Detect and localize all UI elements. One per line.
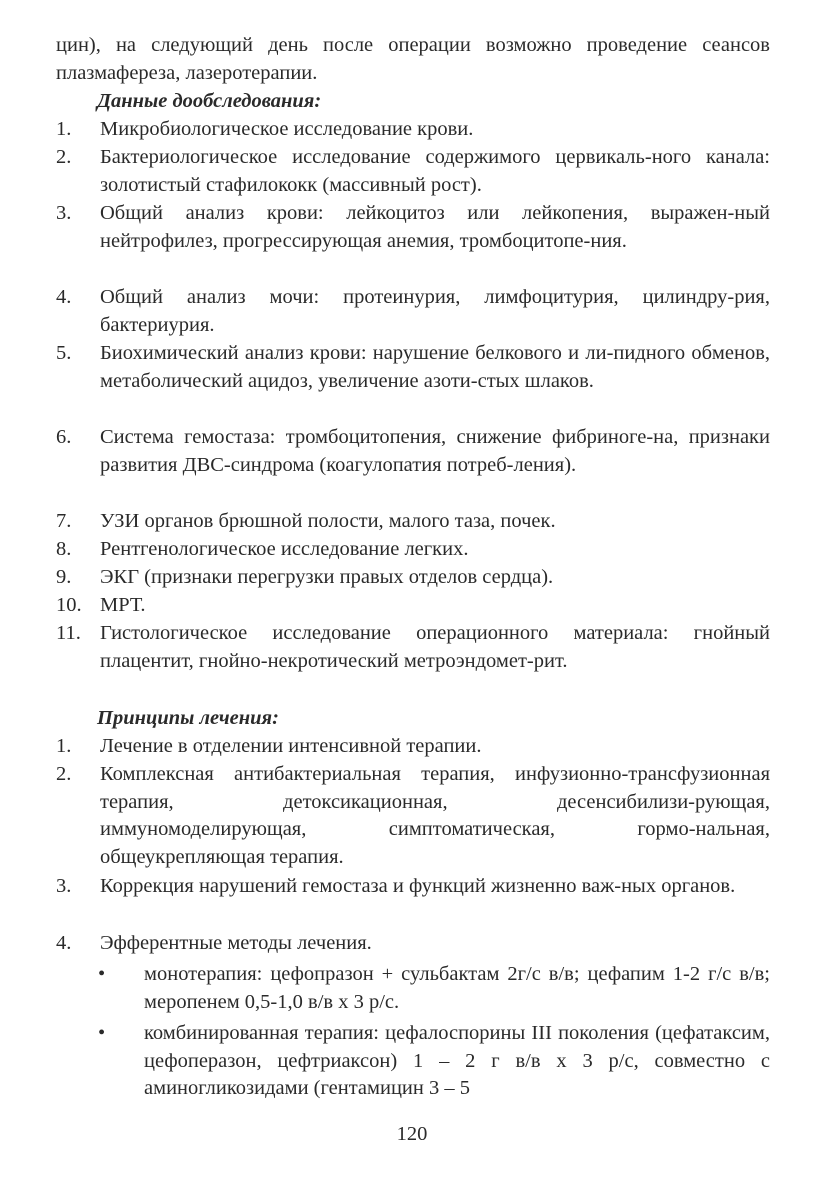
list-item bbox=[56, 424, 770, 479]
list-item-text: Комплексная антибактериальная терапия, инфузионно-трансфузионная терапия, детоксикационная, десенсибилизи-рующая, иммуномоделирующая, симптоматическая, гормо-нальная, общеукрепляющая терапия. bbox=[100, 763, 770, 868]
list-item-number: 5. bbox=[56, 342, 72, 364]
list-item-number: 3. bbox=[56, 875, 72, 897]
list-item bbox=[56, 733, 770, 761]
list-item-number: 8. bbox=[56, 538, 72, 560]
list-item-number: 1. bbox=[56, 118, 72, 140]
list-item-text: Общий анализ мочи: протеинурия, лимфоцитурия, цилиндру-рия, бактериурия. bbox=[100, 286, 770, 336]
bullet-item bbox=[98, 1020, 770, 1103]
list-item-number: 2. bbox=[56, 763, 72, 785]
section-heading-treatment-principles: Принципы лечения: bbox=[97, 707, 279, 729]
list-item-text: МРТ. bbox=[100, 594, 146, 616]
list-item bbox=[56, 116, 770, 144]
list-item bbox=[56, 620, 770, 675]
list-item bbox=[56, 284, 770, 339]
list-item-text: Общий анализ крови: лейкоцитоз или лейкопения, выражен-ный нейтрофилез, прогрессирующая анемия, тромбоцитопе-ния. bbox=[100, 202, 770, 252]
list-item-number: 11. bbox=[56, 622, 81, 644]
list-item bbox=[56, 536, 770, 564]
list-item-text: ЭКГ (признаки перегрузки правых отделов сердца). bbox=[100, 566, 554, 588]
list-item-number: 2. bbox=[56, 146, 72, 168]
list-item-number: 7. bbox=[56, 510, 72, 532]
list-item bbox=[56, 508, 770, 536]
list-item-number: 9. bbox=[56, 566, 72, 588]
list-item-number: 6. bbox=[56, 426, 72, 448]
list-item bbox=[56, 592, 770, 620]
list-item-number: 1. bbox=[56, 735, 72, 757]
list-item-text: УЗИ органов брюшной полости, малого таза, почек. bbox=[100, 510, 556, 532]
list-item-number: 3. bbox=[56, 202, 72, 224]
list-item bbox=[56, 873, 770, 901]
list-item-text: Эфферентные методы лечения. bbox=[100, 932, 372, 954]
list-item-text: Рентгенологическое исследование легких. bbox=[100, 538, 469, 560]
bullet-item bbox=[98, 961, 770, 1016]
bullet-text: комбинированная терапия: цефалоспорины III поколения (цефатаксим, цефоперазон, цефтриаксон) 1 – 2 г в/в х 3 р/с, совместно с аминогликозидами (гентамицин 3 – 5 bbox=[144, 1022, 770, 1100]
list-item bbox=[56, 340, 770, 395]
list-item-number: 4. bbox=[56, 286, 72, 308]
list-item-text: Система гемостаза: тромбоцитопения, снижение фибриноге-на, признаки развития ДВС-синдрома (коагулопатия потреб-ления). bbox=[100, 426, 770, 476]
list-item bbox=[56, 144, 770, 199]
list-item-text: Биохимический анализ крови: нарушение белкового и ли-пидного обменов, метаболический ацидоз, увеличение азоти-стых шлаков. bbox=[100, 342, 770, 392]
bullet-icon: • bbox=[98, 1022, 106, 1044]
list-item bbox=[56, 930, 770, 958]
list-item-text: Микробиологическое исследование крови. bbox=[100, 118, 474, 140]
section-heading-additional-exams: Данные дообследования: bbox=[97, 90, 322, 112]
list-item-text: Лечение в отделении интенсивной терапии. bbox=[100, 735, 482, 757]
list-item bbox=[56, 761, 770, 871]
list-item-text: Коррекция нарушений гемостаза и функций жизненно важ-ных органов. bbox=[100, 875, 736, 897]
list-item-number: 10. bbox=[56, 594, 82, 616]
list-item bbox=[56, 200, 770, 255]
page-number: 120 bbox=[396, 1123, 428, 1145]
bullet-text: монотерапия: цефопразон + сульбактам 2г/с в/в; цефапим 1-2 г/с в/в; меропенем 0,5-1,0 в/в х 3 р/с. bbox=[144, 963, 770, 1013]
list-item-number: 4. bbox=[56, 932, 72, 954]
list-item-text: Бактериологическое исследование содержимого цервикаль-ного канала: золотистый стафилококк (массивный рост). bbox=[100, 146, 770, 196]
bullet-icon: • bbox=[98, 963, 106, 985]
list-item-text: Гистологическое исследование операционного материала: гнойный плацентит, гнойно-некротический метроэндомет-рит. bbox=[100, 622, 770, 672]
list-item bbox=[56, 564, 770, 592]
intro-paragraph: цин), на следующий день после операции возможно проведение сеансов плазмафереза, лазеротерапии. bbox=[56, 34, 770, 84]
